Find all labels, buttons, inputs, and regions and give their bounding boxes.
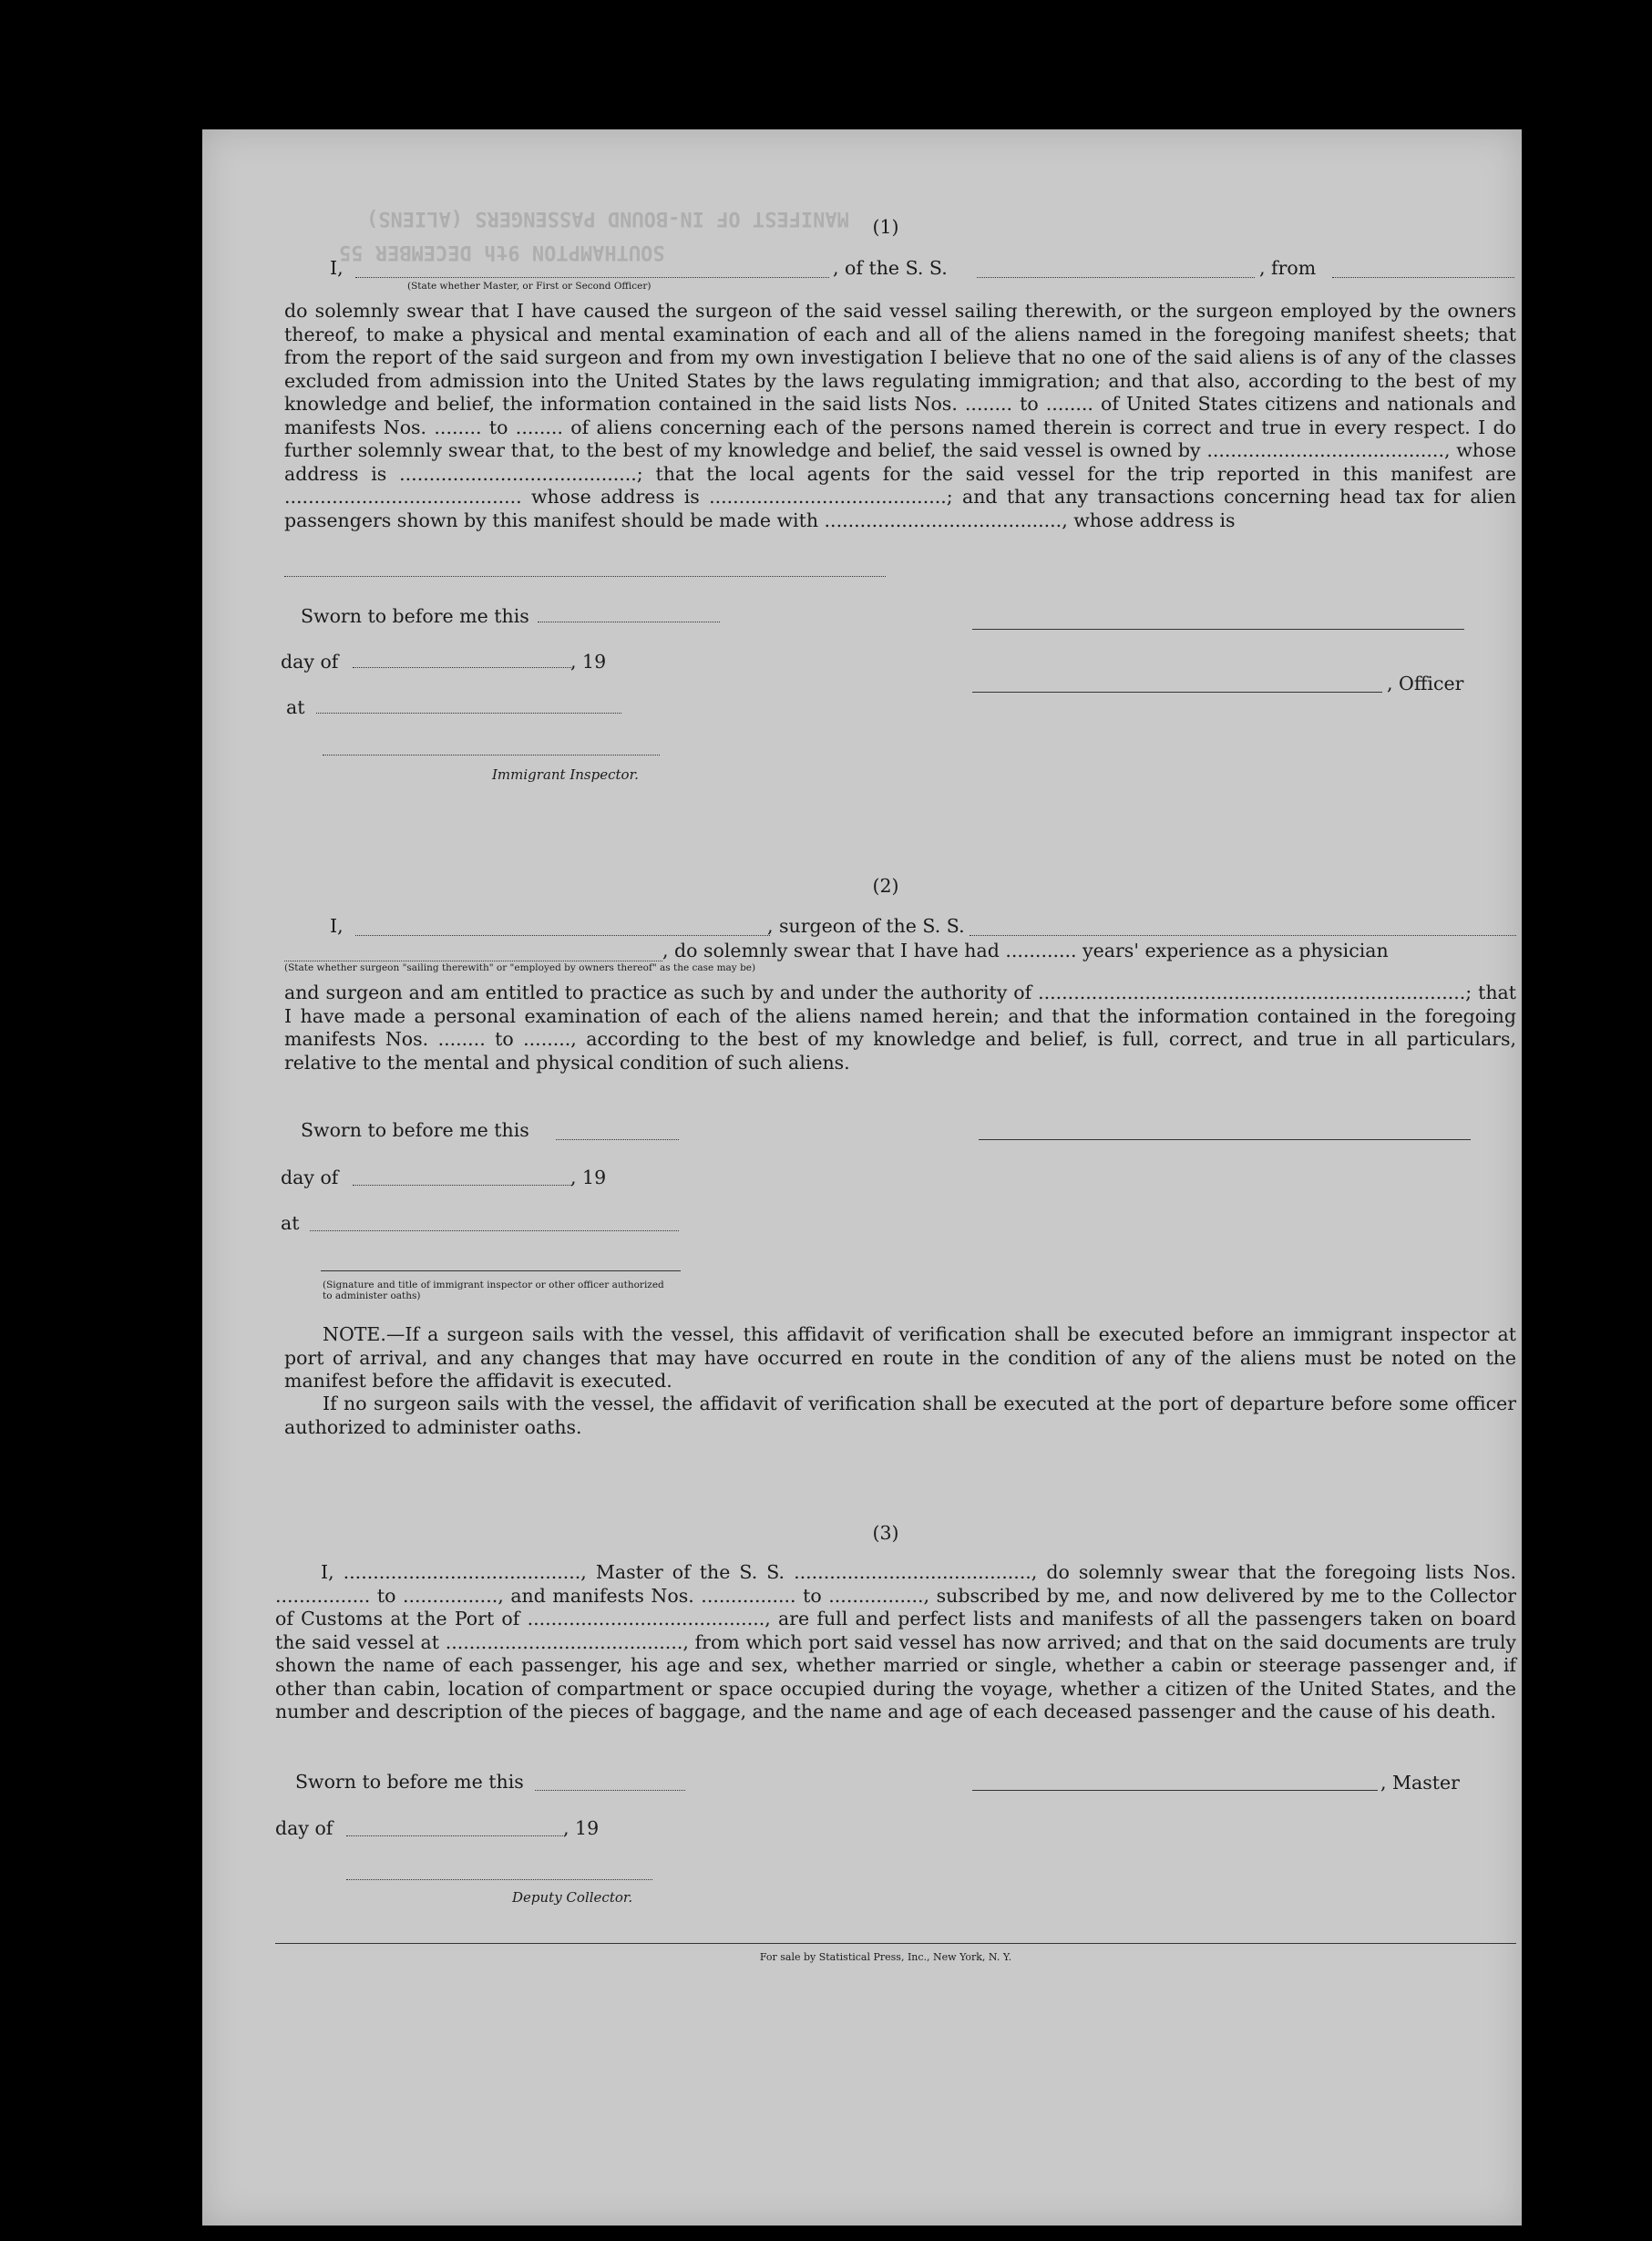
- binder-hole-3: [1542, 597, 1578, 633]
- section-2-sworn-line: [556, 1139, 679, 1140]
- section-3-sworn-line: [535, 1790, 685, 1791]
- section-2-body: and surgeon and am entitled to practice as such by and under the authority of ........................................................................; that I have made a personal examination of each of the aliens named herein; and that the information contained in the foregoing manifests Nos. ........ to ........, according to the best of my knowledge and belief, is full, correct, and true in all particulars, relative to the mental and physical condition of such aliens.: [284, 982, 1516, 1074]
- section-1-day-of: day of: [281, 651, 339, 673]
- section-3-year: , 19: [563, 1817, 600, 1839]
- section-3-number: (3): [872, 1522, 899, 1544]
- binder-hole-6: [1522, 1515, 1558, 1551]
- footer-imprint: For sale by Statistical Press, Inc., New York, N. Y.: [759, 1951, 1012, 1963]
- section-1-address-line: [284, 576, 886, 577]
- section-2-note-2: If no surgeon sails with the vessel, the affidavit of verification shall be executed at the port of departure before some officer authorized to administer oaths.: [284, 1393, 1516, 1438]
- binder-hole-2: [1524, 333, 1560, 369]
- binder-hole-7: [1522, 1640, 1558, 1677]
- surgeon-note: (State whether surgeon "sailing therewith" or "employed by owners thereof" as the case may be): [284, 962, 756, 973]
- section-2-at: at: [281, 1212, 300, 1234]
- section-1-sworn: Sworn to before me this: [301, 605, 529, 627]
- officer-signature-line-1: [972, 629, 1464, 630]
- master-note: (State whether Master, or First or Second Officer): [407, 281, 652, 292]
- master-name-line: [355, 277, 829, 278]
- section-1-number: (1): [872, 216, 899, 238]
- master-signature-line: [972, 1790, 1378, 1791]
- surgeon-name-line: [355, 935, 770, 936]
- section-3-sworn: Sworn to before me this: [295, 1771, 524, 1793]
- section-1-at-line: [316, 713, 621, 714]
- collector-signature-line: [346, 1879, 652, 1880]
- section-3-day-of: day of: [275, 1817, 333, 1839]
- section-2-at-line: [310, 1230, 679, 1231]
- section-2-line-2: , do solemnly swear that I have had ............ years' experience as a physician: [662, 940, 1389, 961]
- section-2-sworn: Sworn to before me this: [301, 1119, 529, 1141]
- officer-signature-line-2: [972, 692, 1382, 693]
- manifest-page: [202, 129, 1522, 2226]
- section-2-signature-line: [979, 1139, 1471, 1140]
- binder-hole-8: [1525, 1759, 1562, 1795]
- section-2-note-1: NOTE.—If a surgeon sails with the vessel, this affidavit of verification shall be executed before an immigrant inspector at port of arrival, and any changes that may have occurred en route in the condition of any of the aliens must be noted on the manifest before the affidavit is executed.: [284, 1323, 1516, 1392]
- section-1-officer: , Officer: [1387, 673, 1464, 694]
- inspector-signature-line: [323, 755, 660, 756]
- section-1-year: , 19: [570, 651, 607, 673]
- section-3-master: , Master: [1380, 1772, 1460, 1794]
- section-1-i-label: I,: [330, 257, 344, 279]
- footer-rule: [275, 1943, 1516, 1944]
- binder-hole-10: [1522, 2119, 1558, 2155]
- section-2-surgeon-of-ss: , surgeon of the S. S.: [767, 915, 965, 937]
- binder-hole-9: [1522, 1996, 1558, 2032]
- section-1-at: at: [286, 696, 305, 718]
- from-port-line: [1332, 277, 1514, 278]
- section-2-sig-note: (Signature and title of immigrant inspector or other officer authorized to administer oaths): [323, 1280, 664, 1301]
- section-3-body: I, ........................................, Master of the S. S. ........................................, do solemnly swear that the foregoing lists Nos. ................ to ................, and manifests Nos. ................ to ................, subscribed by me, and now delivered by me to the Collector of Customs at the Port of ........................................, are full and perfect lists and manifests of all the passengers taken on board the said vessel at ........................................, from which port said vessel has now arrived; and that on the said documents are truly shown the name of each passenger, his age and sex, whether married or single, whether a cabin or steerage passenger and, if other than cabin, location of compartment or space occupied during the voyage, whether a citizen of the United States, and the number and description of the pieces of baggage, and the name and age of each deceased passenger and the cause of his death.: [275, 1561, 1516, 1722]
- section-2-number: (2): [872, 875, 899, 897]
- section-2-inspector-line: [321, 1270, 681, 1271]
- section-2-day-line: [353, 1185, 571, 1186]
- section-3-day-line: [346, 1835, 563, 1836]
- binder-hole-4: [1530, 697, 1566, 734]
- section-2-i-label: I,: [330, 915, 344, 937]
- ship-name-line: [977, 277, 1255, 278]
- section-2-day-of: day of: [281, 1167, 339, 1188]
- section-1-body: do solemnly swear that I have caused the surgeon of the said vessel sailing therewith, or the surgeon employed by the owners thereof, to make a physical and mental examination of each and all of the aliens named in the foregoing manifest sheets; that from the report of the said surgeon and from my own investigation I believe that no one of the said aliens is of any of the classes excluded from admission into the United States by the laws regulating immigration; and that also, according to the best of my knowledge and belief, the information contained in the said lists Nos. ........ to ........ of United States citizens and nationals and manifests Nos. ........ to ........ of aliens concerning each of the persons named therein is correct and true in every respect. I do further solemnly swear that, to the best of my knowledge and belief, the said vessel is owned by ........................................, whose address is ........................................; that the local agents for the said vessel for the trip reported in this manifest are ........................................ whose address is ........................................; and that any transactions concerning head tax for alien passengers shown by this manifest should be made with ........................................, whose address is: [284, 300, 1516, 531]
- binder-hole-1: [1524, 208, 1560, 244]
- immigrant-inspector-label: Immigrant Inspector.: [492, 766, 639, 783]
- bleed-through-title: MANIFEST OF IN-BOUND PASSENGERS (ALIENS): [366, 207, 849, 230]
- section-1-from: , from: [1259, 257, 1317, 279]
- section-1-day-line: [353, 667, 571, 668]
- section-1-of-ss: , of the S. S.: [833, 257, 948, 279]
- section-2-year: , 19: [570, 1167, 607, 1188]
- bleed-through-line: SOUTHAMPTON 9th DECEMBER 55: [339, 241, 665, 263]
- binder-hole-5: [1526, 822, 1563, 858]
- section-2-ship-line: [970, 935, 1516, 936]
- deputy-collector-label: Deputy Collector.: [512, 1889, 633, 1906]
